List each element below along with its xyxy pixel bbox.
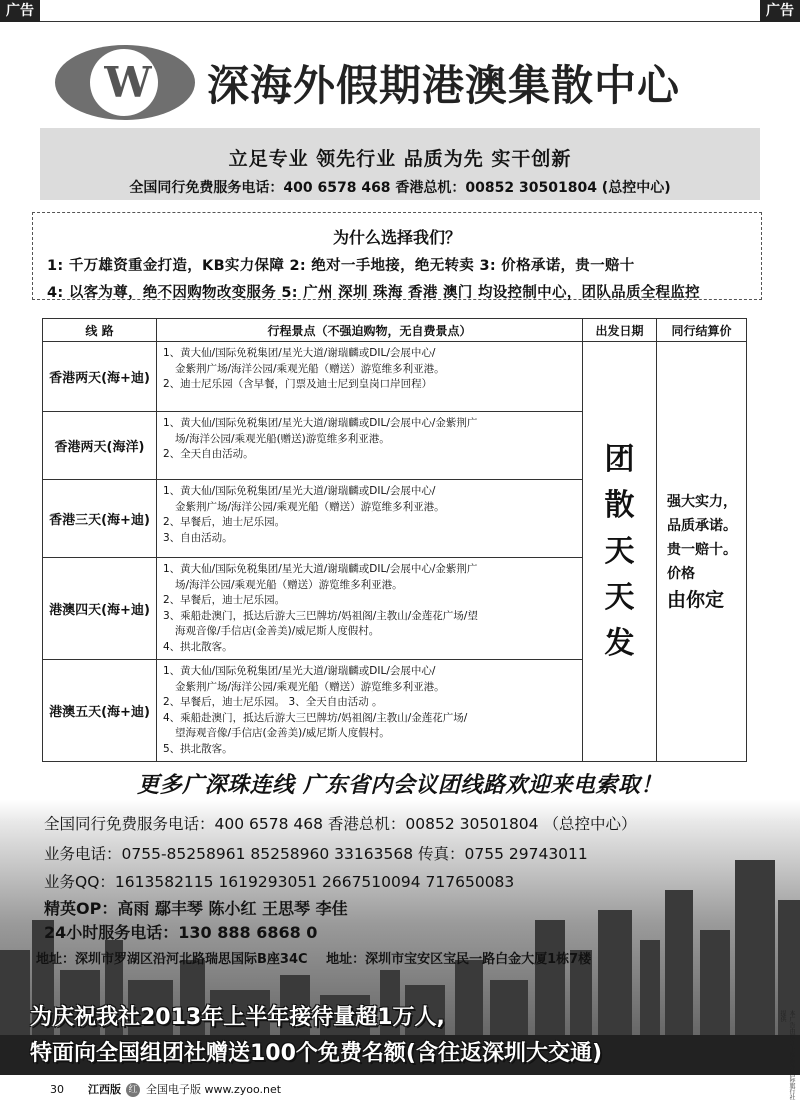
header-route: 线 路 [43,319,157,342]
itinerary-cell [157,480,583,558]
top-divider [40,21,760,22]
why-choose-us-box [32,212,762,300]
slogan-banner [40,128,760,200]
itinerary-line: 2、早餐后，迪士尼乐园。 3、全天自由活动 。 [163,696,383,708]
itinerary-line: 1、黄大仙/国际免税集团/星光大道/谢瑞麟或DIL/会展中心/金紫荆广 [163,563,478,575]
header-depart-date: 出发日期 [583,319,657,342]
contact-24h-phone: 24小时服务电话：130 888 6868 0 [44,923,318,942]
route-name: 港澳五天(海+迪) [43,660,157,762]
page-number: 30 [50,1083,64,1096]
itinerary-line: 2、早餐后，迪士尼乐园。 [163,516,286,528]
depart-char: 散 [604,487,635,523]
itinerary-cell [157,660,583,762]
itinerary-line: 金紫荆广场/海洋公园/乘观光船（赠送）游览维多利亚港。 [175,362,445,375]
settlement-line: 价格 [667,565,695,582]
contact-qq: 业务QQ：1613582115 1619293051 2667510094 717650083 [44,873,515,891]
itinerary-line: 3、乘船赴澳门，抵达后游大三巴牌坊/妈祖阁/主教山/金莲花广场/望 [163,609,478,622]
route-name: 香港两天(海+迪) [43,342,157,412]
itinerary-line: 金紫荆广场/海洋公园/乘观光船（赠送）游览维多利亚港。 [175,500,445,513]
side-note: 本广告由深圳市深海外国际旅行社提供 [779,1010,795,1100]
why-line-1: 1: 千万雄资重金打造，KB实力保障 2: 绝对一手地接，绝无转卖 3: 价格承诺，贵一赔十 [47,258,635,274]
depart-char: 天 [604,533,635,569]
itinerary-line: 5、拱北散客。 [163,742,233,755]
settlement-line: 由你定 [667,588,725,611]
itinerary-cell [157,412,583,480]
promo-line-1: 为庆祝我社2013年上半年接待量超1万人, [30,1005,445,1030]
address-luohu: 地址：深圳市罗湖区沿河北路瑞思国际B座34C [36,952,308,967]
why-line-2: 4: 以客为尊，绝不因购物改变服务 5: 广州 深圳 珠海 香港 澳门 均设控制中心，团队品质全程监控 [47,285,700,301]
header-itinerary: 行程景点（不强迫购物，无自费景点） [157,319,583,342]
logo-emblem [90,49,158,116]
address-baoan: 地址：深圳市宝安区宝民一路白金大厦1栋7楼 [326,952,592,967]
footer-website[interactable]: 全国电子版 www.zyoo.net [146,1083,282,1096]
ad-label-right: 广告 [760,0,800,22]
edition-label: 江西版 [88,1083,121,1096]
itinerary-line: 金紫荆广场/海洋公园/乘观光船（赠送）游览维多利亚港。 [175,680,445,693]
settlement-cell [657,342,747,762]
banner-hotline: 全国同行免费服务电话：400 6578 468 香港总机：00852 30501804 (总控中心) [129,180,671,196]
itinerary-line: 1、黄大仙/国际免税集团/星光大道/谢瑞麟或DIL/会展中心/ [163,347,436,359]
itinerary-line: 望海观音像/手信店(金善美)/威尼斯人度假村。 [175,727,390,739]
table-row [43,342,747,412]
itinerary-line: 2、迪士尼乐园（含早餐，门票及迪士尼到皇岗口岸回程） [163,378,433,390]
itinerary-line: 4、拱北散客。 [163,640,233,653]
edition-badge: 红 [126,1083,140,1097]
itinerary-cell [157,558,583,660]
itinerary-line: 场/海洋公园/乘观光船（赠送）游览维多利亚港。 [175,578,403,591]
depart-char: 天 [604,579,635,615]
settlement-line: 强大实力， [667,493,737,510]
depart-char: 发 [604,625,635,661]
settlement-line: 贵一赔十。 [667,541,737,558]
itinerary-line: 1、黄大仙/国际免税集团/星光大道/谢瑞麟或DIL/会展中心/ [163,485,436,497]
logo-letter: W [104,58,144,107]
route-name: 香港三天(海+迪) [43,480,157,558]
itinerary-line: 4、乘船赴澳门，抵达后游大三巴牌坊/妈祖阁/主教山/金莲花广场/ [163,711,468,724]
itinerary-cell [157,342,583,412]
company-name: 深海外假期港澳集散中心 [207,61,681,110]
itinerary-line: 2、全天自由活动。 [163,448,254,460]
table-header-row [43,319,747,342]
settlement-line: 品质承诺。 [667,517,737,534]
route-name: 香港两天(海洋) [43,412,157,480]
page-footer [0,1080,800,1100]
ad-label-left: 广告 [0,0,40,22]
promo-line-2: 特面向全国组团社赠送100个免费名额(含往返深圳大交通) [30,1041,603,1066]
contact-op-staff: 精英OP：高雨 鄢丰琴 陈小红 王思琴 李佳 [44,899,348,918]
itinerary-line: 1、黄大仙/国际免税集团/星光大道/谢瑞麟或DIL/会展中心/ [163,665,436,677]
depart-char: 团 [604,441,635,477]
more-routes-heading: 更多广深珠连线 广东省内会议团线路欢迎来电索取！ [137,773,663,798]
depart-date-cell [583,342,657,762]
header [55,45,755,120]
slogan: 立足专业 领先行业 品质为先 实干创新 [228,148,572,170]
contact-addresses [36,948,605,967]
itinerary-line: 海观音像/手信店(金善美)/威尼斯人度假村。 [175,625,380,637]
contact-business-phone: 业务电话：0755-85258961 85258960 33163568 传真：0755 29743011 [44,845,588,863]
route-name: 港澳四天(海+迪) [43,558,157,660]
why-title: 为什么选择我们？ [332,228,461,247]
route-table [42,318,747,762]
itinerary-line: 2、早餐后，迪士尼乐园。 [163,594,286,606]
itinerary-line: 1、黄大仙/国际免税集团/星光大道/谢瑞麟或DIL/会展中心/金紫荆广 [163,417,478,429]
company-logo [55,45,195,120]
header-settlement-price: 同行结算价 [657,319,747,342]
itinerary-line: 场/海洋公园/乘观光船(赠送)游览维多利亚港。 [175,432,390,445]
itinerary-line: 3、自由活动。 [163,531,233,544]
contact-hotline: 全国同行免费服务电话：400 6578 468 香港总机：00852 30501804 （总控中心） [44,815,637,833]
